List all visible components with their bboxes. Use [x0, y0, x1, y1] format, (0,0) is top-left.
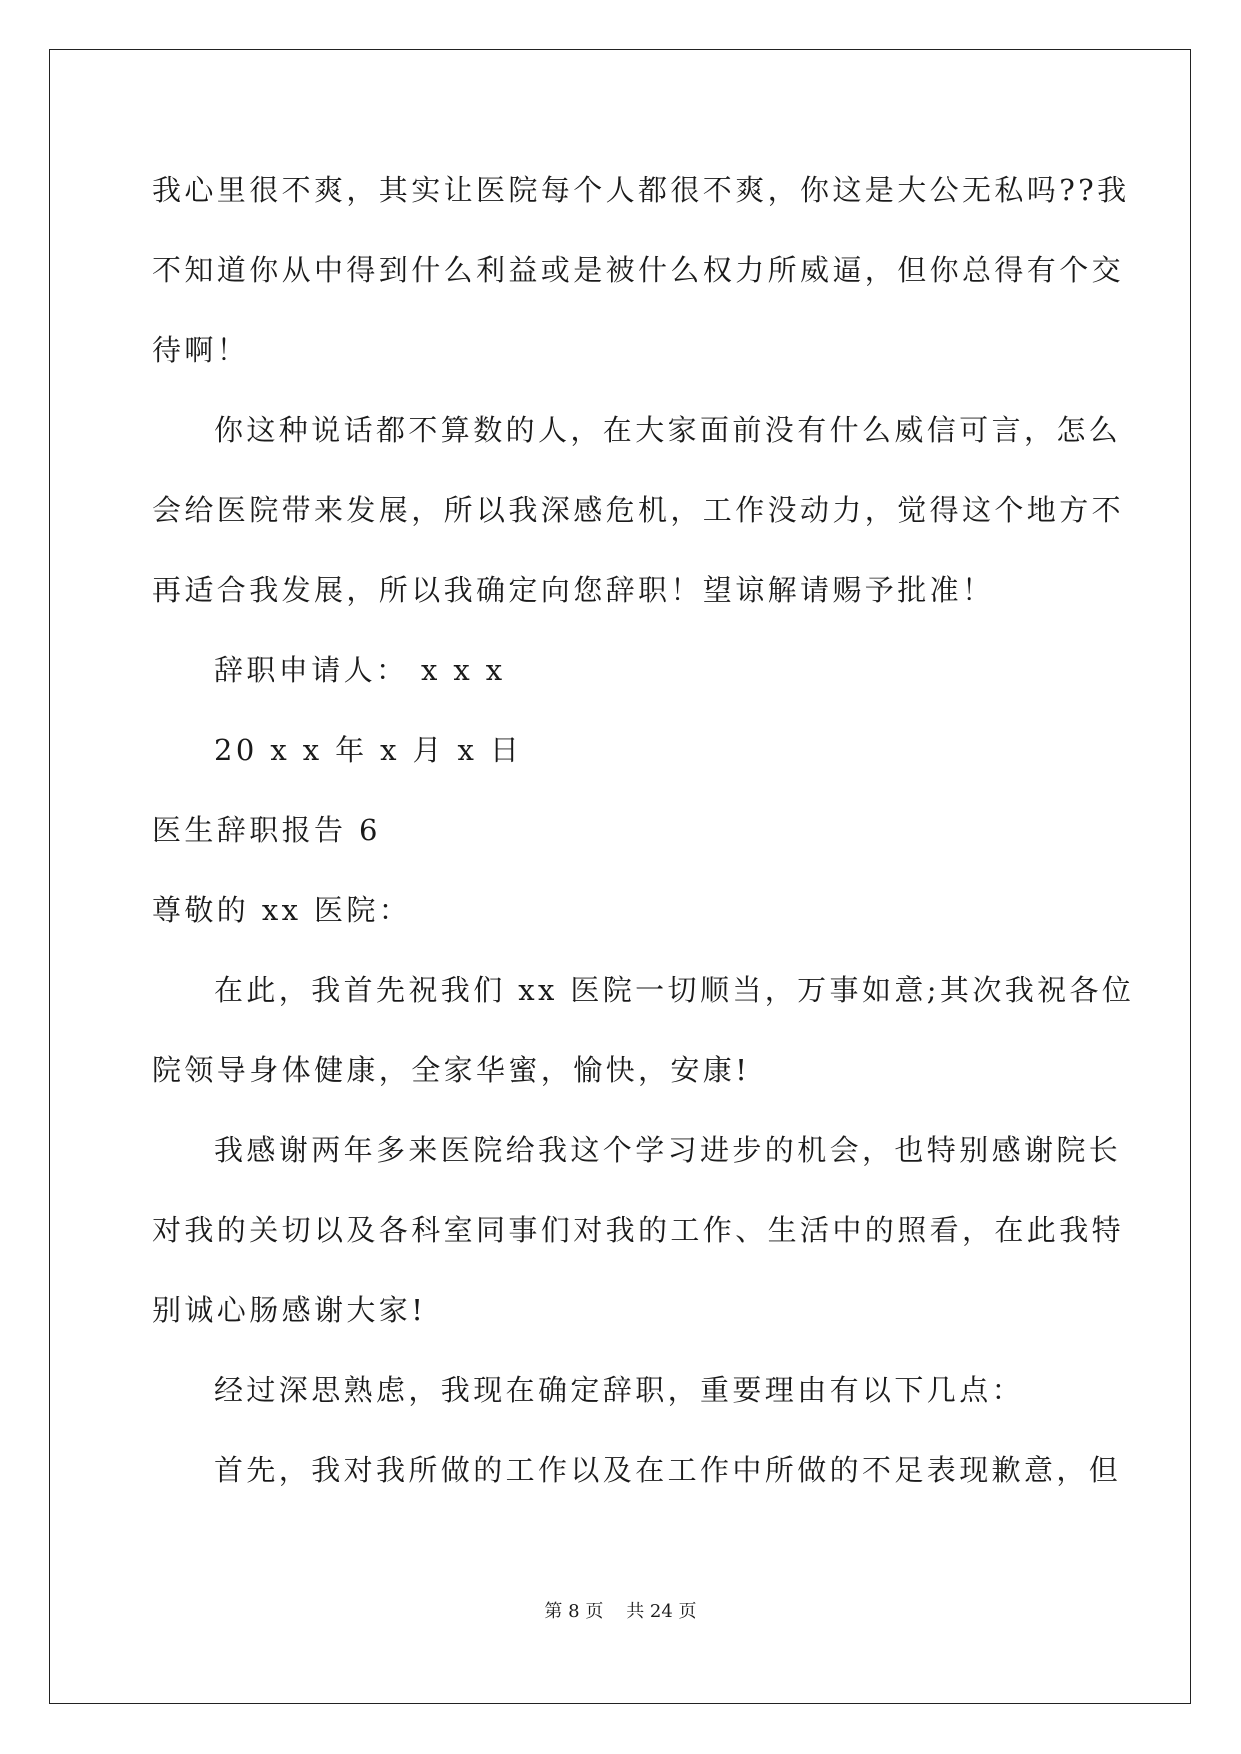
- signature-line: 辞职申请人： x x x: [214, 653, 506, 687]
- paragraph-line: 我心里很不爽，其实让医院每个人都很不爽，你这是大公无私吗??我: [152, 173, 1130, 207]
- salutation: 尊敬的 xx 医院：: [152, 893, 412, 927]
- date-line: 20 x x 年 x 月 x 日: [214, 733, 523, 767]
- paragraph-line: 院领导身体健康，全家华蜜，愉快，安康!: [152, 1053, 751, 1087]
- paragraph-line: 不知道你从中得到什么利益或是被什么权力所威逼，但你总得有个交: [152, 253, 1125, 287]
- paragraph-line: 首先，我对我所做的工作以及在工作中所做的不足表现歉意，但: [214, 1453, 1122, 1487]
- paragraph-line: 我感谢两年多来医院给我这个学习进步的机会，也特别感谢院长: [214, 1133, 1122, 1167]
- paragraph-line: 在此，我首先祝我们 xx 医院一切顺当，万事如意;其次我祝各位: [214, 973, 1135, 1007]
- paragraph-line: 你这种说话都不算数的人，在大家面前没有什么威信可言，怎么: [214, 413, 1122, 447]
- section-heading: 医生辞职报告 6: [152, 813, 381, 847]
- paragraph-line: 再适合我发展，所以我确定向您辞职！望谅解请赐予批准！: [152, 573, 995, 607]
- paragraph-line: 经过深思熟虑，我现在确定辞职，重要理由有以下几点：: [214, 1373, 1025, 1407]
- paragraph-line: 别诚心肠感谢大家!: [152, 1293, 427, 1327]
- paragraph-line: 待啊！: [152, 333, 250, 367]
- paragraph-line: 会给医院带来发展，所以我深感危机，工作没动力，觉得这个地方不: [152, 493, 1125, 527]
- paragraph-line: 对我的关切以及各科室同事们对我的工作、生活中的照看，在此我特: [152, 1213, 1125, 1247]
- page-number-footer: 第 8 页 共 24 页: [544, 1601, 697, 1622]
